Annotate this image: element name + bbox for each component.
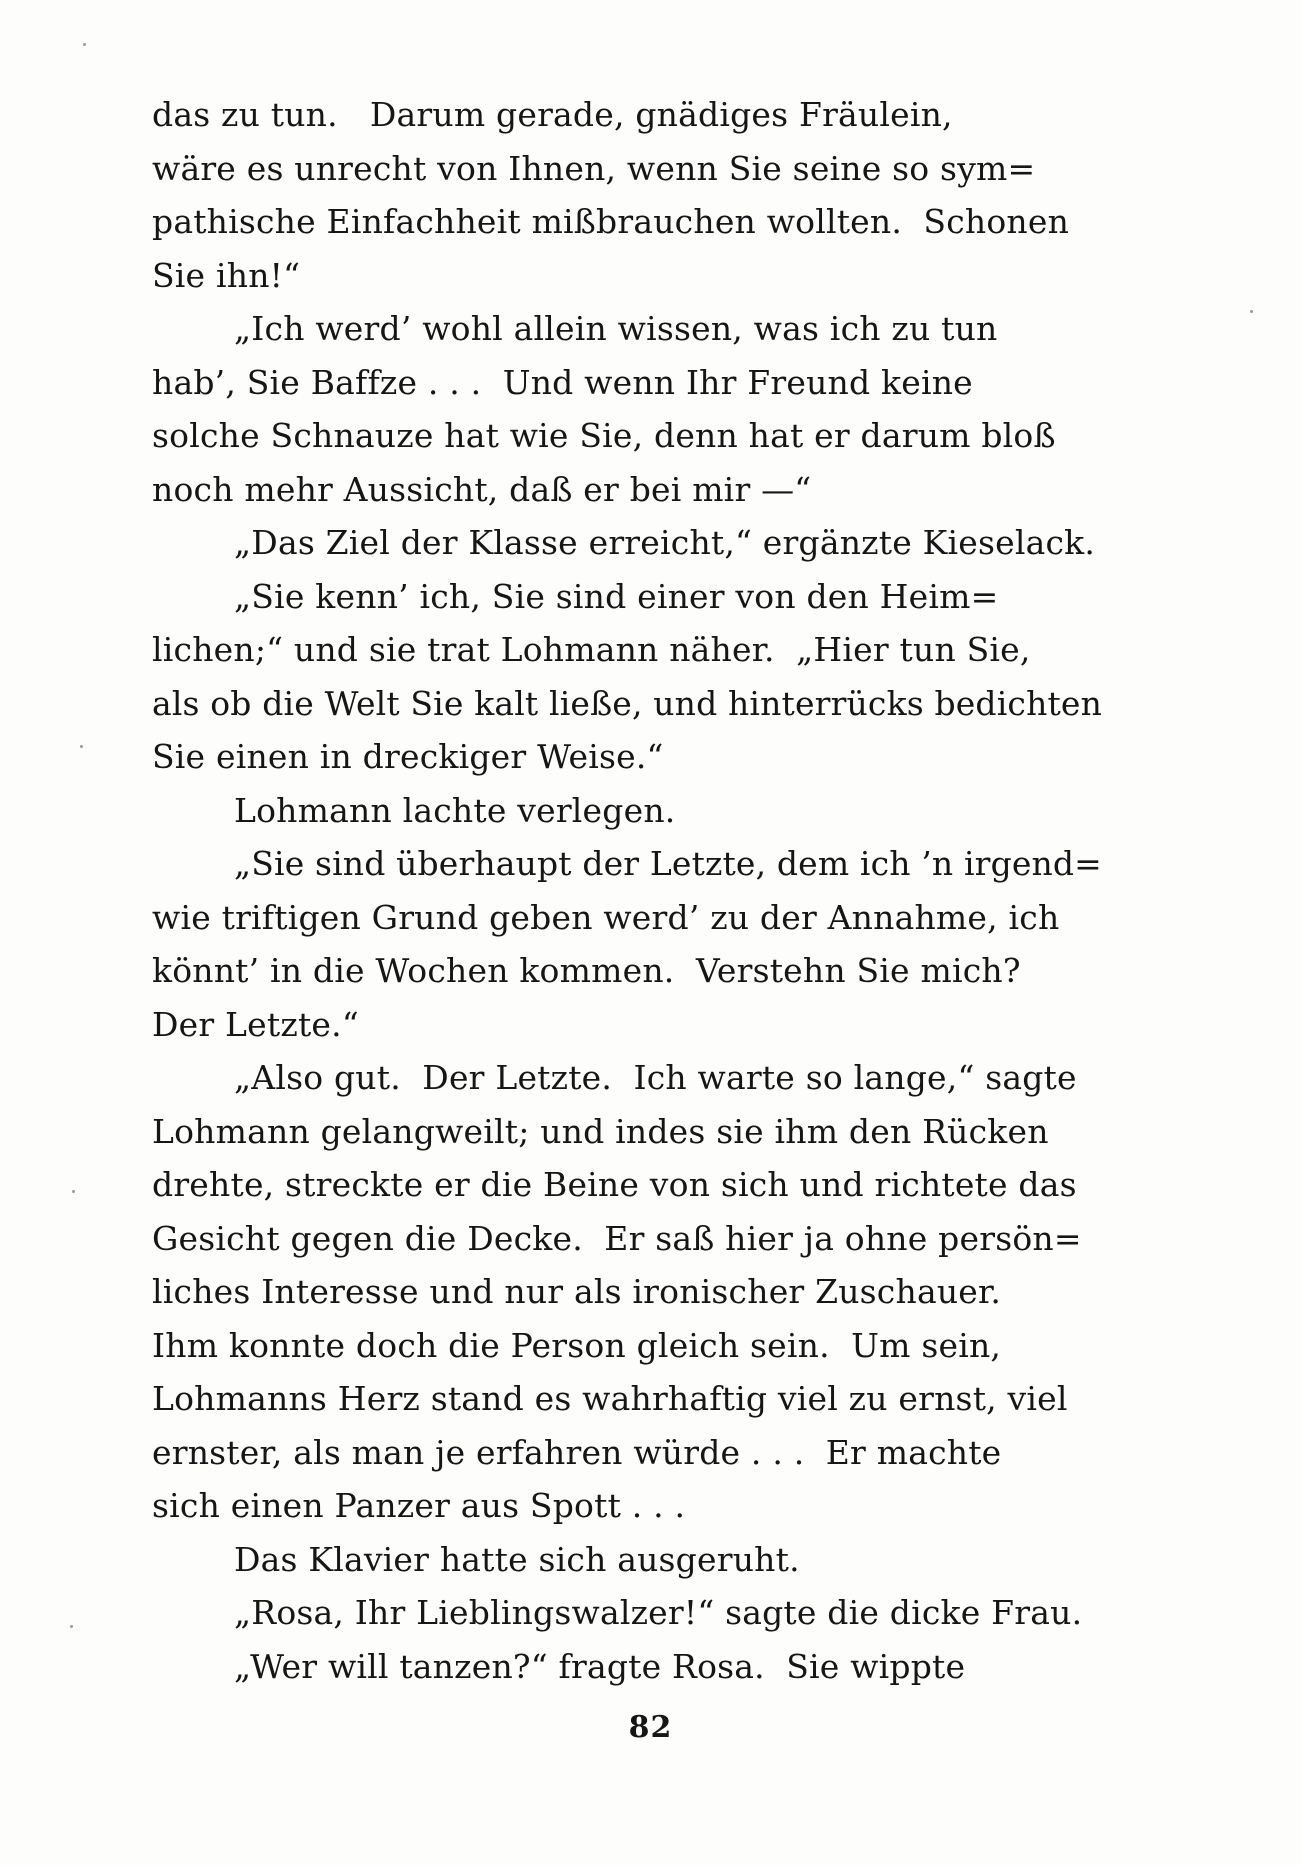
text-line-7: solche Schnauze hat wie Sie, denn hat er darum bloß xyxy=(152,416,1056,455)
text-line-23: liches Interesse und nur als ironischer Zuschauer. xyxy=(152,1272,1002,1311)
text-line-22: Gesicht gegen die Decke. Er saß hier ja ohne persön= xyxy=(152,1218,1082,1258)
text-line-24: Ihm konnte doch die Person gleich sein. Um sein, xyxy=(152,1325,1002,1365)
scan-speck xyxy=(80,745,83,748)
text-line-3: pathische Einfachheit mißbrauchen wollten. Schonen xyxy=(152,202,1070,241)
text-line-20: Lohmann gelangweilt; und indes sie ihm den Rücken xyxy=(152,1111,1049,1151)
text-line-25: Lohmanns Herz stand es wahrhaftig viel zu ernst, viel xyxy=(152,1379,1068,1418)
text-line-17: könnt’ in die Wochen kommen. Verstehn Sie mich? xyxy=(152,951,1021,990)
body-text xyxy=(152,88,1102,1693)
scan-speck xyxy=(70,1625,73,1628)
scan-speck xyxy=(72,1190,75,1193)
text-line-27: sich einen Panzer aus Spott . . . xyxy=(152,1486,686,1525)
text-line-19: „Also gut. Der Letzte. Ich warte so lange,“ sagte xyxy=(234,1058,1077,1097)
text-line-9: „Das Ziel der Klasse erreicht,“ ergänzte Kieselack. xyxy=(234,523,1096,562)
text-line-11: lichen;“ und sie trat Lohmann näher. „Hier tun Sie, xyxy=(152,630,1031,669)
text-line-10: „Sie kenn’ ich, Sie sind einer von den Heim= xyxy=(234,576,999,616)
text-line-8: noch mehr Aussicht, daß er bei mir —“ xyxy=(152,469,812,509)
scan-speck xyxy=(1250,310,1253,313)
text-line-21: drehte, streckte er die Beine von sich und richtete das xyxy=(152,1165,1077,1204)
text-line-6: hab’, Sie Baffze . . . Und wenn Ihr Freund keine xyxy=(152,362,973,402)
text-line-29: „Rosa, Ihr Lieblingswalzer!“ sagte die dicke Frau. xyxy=(234,1593,1083,1632)
text-line-1: das zu tun. Darum gerade, gnädiges Fräulein, xyxy=(152,95,953,134)
text-line-13: Sie einen in dreckiger Weise.“ xyxy=(152,737,664,776)
text-line-5: „Ich werd’ wohl allein wissen, was ich zu tun xyxy=(234,309,998,348)
page-number: 82 xyxy=(628,1710,673,1745)
text-line-30: „Wer will tanzen?“ fragte Rosa. Sie wippte xyxy=(234,1646,966,1686)
text-line-2: wäre es unrecht von Ihnen, wenn Sie seine so sym= xyxy=(152,148,1036,188)
text-line-12: als ob die Welt Sie kalt ließe, und hinterrücks bedichten xyxy=(152,683,1102,723)
text-line-16: wie triftigen Grund geben werd’ zu der Annahme, ich xyxy=(152,897,1060,937)
text-line-28: Das Klavier hatte sich ausgeruht. xyxy=(234,1539,800,1579)
text-line-4: Sie ihn!“ xyxy=(152,255,301,295)
text-line-18: Der Letzte.“ xyxy=(152,1004,359,1044)
text-line-15: „Sie sind überhaupt der Letzte, dem ich ’n irgend= xyxy=(234,844,1102,883)
scan-speck xyxy=(83,43,86,46)
text-line-26: ernster, als man je erfahren würde . . . Er machte xyxy=(152,1432,1002,1472)
text-line-14: Lohmann lachte verlegen. xyxy=(234,790,676,830)
